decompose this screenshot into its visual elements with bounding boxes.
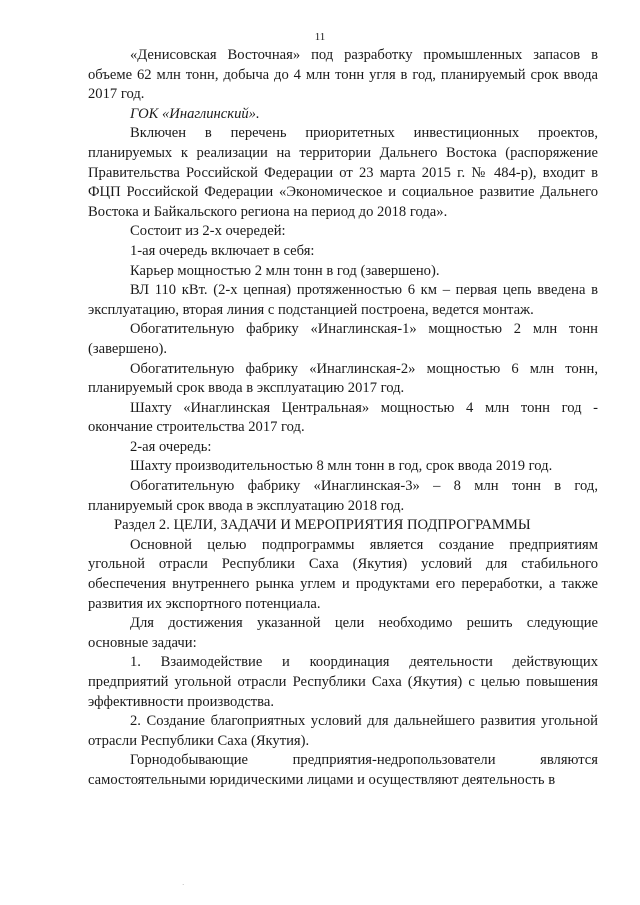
section-heading: Раздел 2. ЦЕЛИ, ЗАДАЧИ И МЕРОПРИЯТИЯ ПОДПРОГРАММЫ [114, 517, 531, 534]
paragraph-mining-enterprises: Горнодобывающие предприятия-недропользователи являются самостоятельными юридическими лицами и осуществляют деятельность в [88, 752, 598, 788]
paragraph-task-1: 1. Взаимодействие и координация деятельности действующих предприятий угольной отрасли Республики Саха (Якутия) с целью повышения эффективности производства. [88, 654, 598, 710]
subheading-gok-inaglinsky: ГОК «Инаглинский». [130, 105, 260, 122]
paragraph-stage-one: 1-ая очередь включает в себя: [130, 242, 315, 259]
paragraph-two-stages: Состоит из 2-х очередей: [130, 223, 286, 240]
paragraph-tasks-intro: Для достижения указанной цели необходимо решить следующие основные задачи: [88, 615, 598, 651]
paragraph-mine-8mt: Шахту производительностью 8 млн тонн в год, срок ввода 2019 год. [130, 458, 553, 475]
paragraph-main-goal: Основной целью подпрограммы является создание предприятиям угольной отрасли Республики Саха (Якутия) условий для стабильного обеспечения внутреннего рынка углем и продуктами его переработки, а также развития их экспортного потенциала. [88, 536, 598, 612]
scan-dot-mark: · [182, 881, 185, 889]
paragraph-plant-2: Обогатительную фабрику «Инаглинская-2» мощностью 6 млн тонн, планируемый срок ввода в эксплуатацию 2017 год. [88, 360, 598, 397]
paragraph-plant-1: Обогатительную фабрику «Инаглинская-1» мощностью 2 млн тонн (завершено). [88, 321, 598, 357]
document-body [88, 46, 598, 791]
page-number: 11 [314, 31, 326, 43]
paragraph-quarry: Карьер мощностью 2 млн тонн в год (завершено). [130, 262, 440, 279]
paragraph-task-2: 2. Создание благоприятных условий для дальнейшего развития угольной отрасли Республики Саха (Якутия). [88, 713, 598, 749]
paragraph-plant-3: Обогатительную фабрику «Инаглинская-3» – 8 млн тонн в год, планируемый срок ввода в эксплуатацию 2018 год. [88, 478, 598, 514]
paragraph-included-in-list: Включен в перечень приоритетных инвестиционных проектов, планируемых к реализации на территории Дальнего Востока (распоряжение Правительства Российской Федерации от 23 марта 2015 г. № 484-р), входит в ФЦП Российской Федерации «Экономическое и социальное развитие Дальнего Востока и Байкальского региона на период до 2018 года». [88, 125, 598, 220]
paragraph-stage-two: 2-ая очередь: [130, 438, 212, 455]
paragraph-denisovskaya: «Денисовская Восточная» под разработку промышленных запасов в объеме 62 млн тонн, добыча до 4 млн тонн угля в год, планируемый срок ввода 2017 год. [88, 47, 598, 103]
paragraph-power-line: ВЛ 110 кВт. (2-х цепная) протяженностью 6 км – первая цепь введена в эксплуатацию, вторая линия с подстанцией построена, ведется монтаж. [88, 282, 598, 318]
paragraph-mine-central: Шахту «Инаглинская Центральная» мощностью 4 млн тонн год - окончание строительства 2017 год. [88, 399, 598, 436]
